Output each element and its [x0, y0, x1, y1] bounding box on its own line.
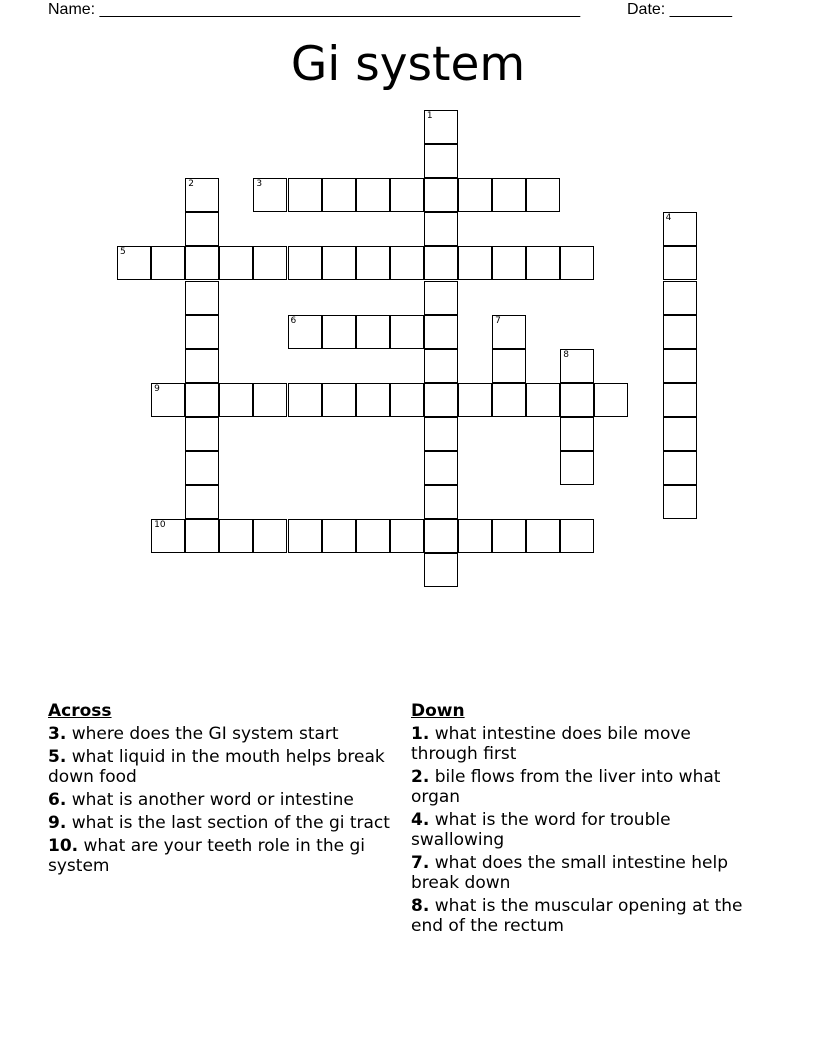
crossword-cell [185, 417, 219, 451]
crossword-cell [322, 383, 356, 417]
clue-number: 8. [411, 896, 430, 916]
crossword-cell [390, 519, 424, 553]
crossword-cell [390, 383, 424, 417]
crossword-cell [390, 246, 424, 280]
crossword-cell [151, 383, 185, 417]
crossword-cell [424, 519, 458, 553]
crossword-cell [185, 315, 219, 349]
cell-number: 1 [426, 111, 433, 121]
crossword-cell [424, 246, 458, 280]
across-clue [48, 790, 398, 810]
clue-text: what is another word or intestine [71, 790, 354, 810]
clue-number: 4. [411, 810, 430, 830]
crossword-cell [492, 349, 526, 383]
down-clue [411, 896, 756, 936]
crossword-cell [424, 451, 458, 485]
crossword-cell [458, 383, 492, 417]
crossword-cell [185, 212, 219, 246]
crossword-cell [458, 178, 492, 212]
crossword-cell [356, 315, 390, 349]
crossword-cell [492, 178, 526, 212]
clue-text: what is the word for trouble swallowing [411, 810, 671, 850]
date-field-label: Date: _______ [627, 1, 732, 18]
down-clue [411, 767, 756, 807]
crossword-cell [288, 246, 322, 280]
clue-text: where does the GI system start [71, 724, 339, 744]
crossword-cell [663, 451, 697, 485]
crossword-cell [560, 451, 594, 485]
cell-number: 9 [154, 383, 160, 394]
crossword-cell [185, 178, 219, 212]
clue-number: 9. [48, 813, 67, 833]
crossword-cell [253, 519, 287, 553]
crossword-cell [663, 315, 697, 349]
clue-text: what does the small intestine help break down [411, 853, 729, 893]
crossword-cell [424, 178, 458, 212]
crossword-cell [253, 178, 287, 212]
clue-number: 7. [411, 853, 430, 873]
crossword-cell [492, 246, 526, 280]
crossword-cell [219, 519, 253, 553]
crossword-cell [526, 246, 560, 280]
crossword-cell [526, 519, 560, 553]
crossword-cell [322, 519, 356, 553]
crossword-cell [458, 519, 492, 553]
cell-number: 6 [290, 315, 297, 326]
crossword-cell [424, 281, 458, 315]
crossword-cell [151, 246, 185, 280]
crossword-cell [492, 383, 526, 417]
crossword-cell [322, 246, 356, 280]
crossword-cell [356, 383, 390, 417]
crossword-cell [424, 485, 458, 519]
across-clue [48, 747, 398, 787]
clue-number: 6. [48, 790, 67, 810]
clue-text: what is the muscular opening at the end of the rectum [411, 896, 743, 936]
across-clue [48, 813, 398, 833]
crossword-cell [185, 519, 219, 553]
crossword-cell [151, 519, 185, 553]
crossword-cell [424, 212, 458, 246]
crossword-cell [458, 246, 492, 280]
clue-text: what intestine does bile move through first [411, 724, 691, 764]
cell-number: 2 [188, 179, 194, 190]
crossword-cell [390, 315, 424, 349]
down-clue [411, 853, 756, 893]
crossword-cell [322, 178, 356, 212]
crossword-cell [185, 281, 219, 315]
crossword-cell [424, 349, 458, 383]
crossword-cell [288, 315, 322, 349]
crossword-cell [663, 485, 697, 519]
crossword-cell [560, 246, 594, 280]
crossword-cell [663, 281, 697, 315]
across-clue [48, 836, 398, 876]
crossword-cell [560, 383, 594, 417]
crossword-cell [185, 349, 219, 383]
crossword-cell [219, 246, 253, 280]
across-heading: Across [48, 701, 112, 721]
crossword-cell [185, 451, 219, 485]
crossword-cell [253, 383, 287, 417]
clue-text: what is the last section of the gi tract [71, 813, 390, 833]
down-heading: Down [411, 701, 465, 721]
crossword-cell [594, 383, 628, 417]
cell-number: 4 [665, 213, 672, 224]
crossword-cell [185, 485, 219, 519]
down-clue [411, 810, 756, 850]
clue-text: what liquid in the mouth helps break down food [48, 747, 385, 787]
down-clues [411, 701, 756, 939]
crossword-cell [492, 315, 526, 349]
clue-number: 10. [48, 836, 79, 856]
crossword-cell [663, 383, 697, 417]
crossword-cell [253, 246, 287, 280]
cell-number: 10 [154, 520, 166, 531]
crossword-cell [526, 178, 560, 212]
crossword-cell [356, 246, 390, 280]
cell-number: 5 [120, 247, 126, 258]
cell-number: 8 [563, 349, 570, 360]
crossword-cell [424, 417, 458, 451]
crossword-cell [117, 246, 151, 280]
across-clue [48, 724, 398, 744]
crossword-cell [390, 178, 424, 212]
crossword-cell [560, 519, 594, 553]
crossword-cell [288, 383, 322, 417]
crossword-cell [322, 315, 356, 349]
crossword-cell [663, 246, 697, 280]
clue-text: bile flows from the liver into what organ [411, 767, 721, 807]
crossword-cell [288, 178, 322, 212]
crossword-cell [424, 383, 458, 417]
clue-number: 3. [48, 724, 67, 744]
clue-number: 1. [411, 724, 430, 744]
crossword-cell [663, 349, 697, 383]
crossword-cell [185, 246, 219, 280]
crossword-cell [492, 519, 526, 553]
crossword-cell [356, 519, 390, 553]
crossword-cell [526, 383, 560, 417]
crossword-cell [663, 417, 697, 451]
crossword-cell [424, 553, 458, 587]
name-field-label: Name: ______________________________________________________ [48, 1, 581, 18]
crossword-cell [288, 519, 322, 553]
crossword-cell [560, 417, 594, 451]
crossword-cell [356, 178, 390, 212]
crossword-cell [185, 383, 219, 417]
cell-number: 3 [256, 179, 263, 190]
crossword-cell [424, 110, 458, 144]
clue-number: 2. [411, 767, 430, 787]
crossword-cell [424, 315, 458, 349]
crossword-cell [663, 212, 697, 246]
down-clue [411, 724, 756, 764]
page-title: Gi system [290, 37, 526, 92]
cell-number: 7 [495, 315, 501, 326]
crossword-cell [424, 144, 458, 178]
clue-number: 5. [48, 747, 67, 767]
crossword-cell [219, 383, 253, 417]
across-clues [48, 701, 398, 879]
crossword-cell [560, 349, 594, 383]
clue-text: what are your teeth role in the gi system [48, 836, 365, 876]
